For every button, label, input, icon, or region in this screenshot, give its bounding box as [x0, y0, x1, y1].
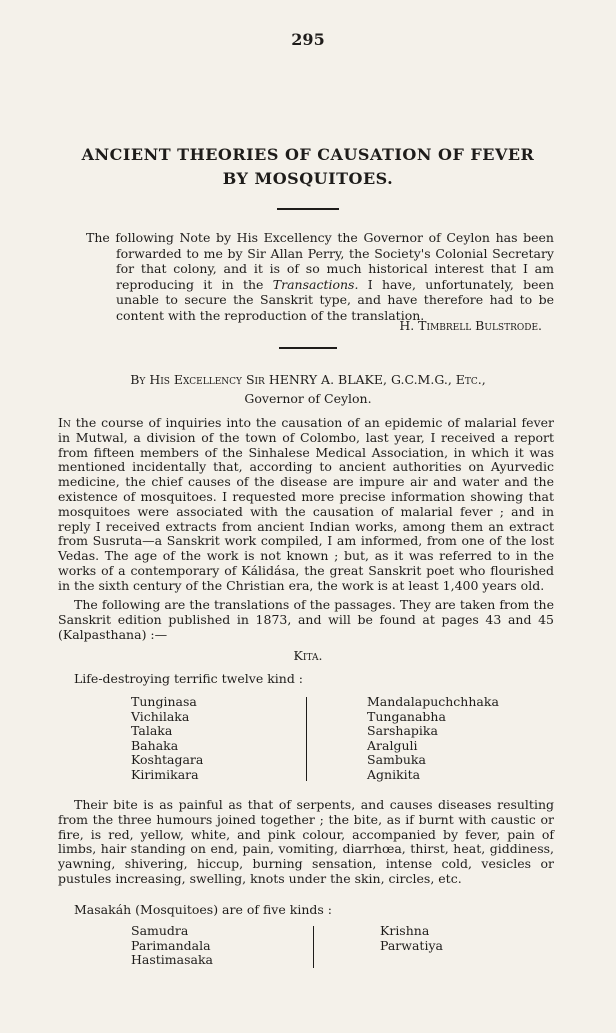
- paragraph-1-text: the course of inquiries into the causation of an epidemic of malarial fever in Mutwal, a division of the town of Colombo, last year, I received a report from fifteen members of the Sinhalese Medical Association, in which it was mentioned incidentally that, according to ancient authorities on Ayurvedic medicine, the chief causes of the disease are impure air and water and the existence of mosquitoes. I requested more precise information showing that mosquitoes were associated with the causation of malarial fever ; and in reply I received extracts from ancient Indian works, among them an extract from Susruta—a Sanskrit work compiled, I am informed, from one of the lost Vedas. The age of the work is not known ; but, as it was referred to in the works of a contemporary of Kálidása, the great Sanskrit poet who flourished in the sixth century of the Christian era, the work is at least 1,400 years old.: [58, 415, 554, 593]
- list-item: Koshtagara: [131, 752, 204, 767]
- byline-by: By His Excellency Sir: [130, 372, 265, 387]
- section-divider-1: [277, 208, 339, 210]
- kita-list-left: [131, 695, 203, 782]
- author-honours: G.C.M.G., Etc.,: [390, 372, 486, 387]
- note-text-start: The following Note by His Excellency the Governor of Ceylon has been forwarded to me by Sir Allan Perry, the Society's Colonial Secretary for that colony, and it is of so much historical interest that I am reproducing it in the: [86, 230, 554, 292]
- list-item: Samudra: [131, 923, 189, 938]
- list-item: Hastimasaka: [131, 952, 213, 967]
- kita-heading: Kita.: [293, 648, 323, 663]
- editor-note-text: [86, 230, 554, 323]
- list-item: Vichilaka: [131, 708, 190, 724]
- list-item: Talaka: [131, 723, 173, 738]
- masaka-list-left: [131, 924, 213, 968]
- list-item: Bahaka: [131, 737, 179, 753]
- note-italic-transactions: Transactions.: [272, 276, 359, 292]
- list-item: Sambuka: [367, 752, 426, 767]
- kita-intro: Life-destroying terrific twelve kind :: [74, 671, 304, 686]
- title-line-1: ANCIENT THEORIES OF CAUSATION OF FEVER: [81, 145, 535, 164]
- kita-list-right: [367, 695, 499, 782]
- editor-signature: H. Timbrell Bulstrode.: [399, 318, 542, 333]
- author-byline: [60, 370, 556, 408]
- list-item: Parimandala: [131, 937, 211, 953]
- list-item: Sarshapika: [367, 723, 438, 738]
- paragraph-1-lead: In: [58, 415, 71, 430]
- list-item: Mandalapuchchhaka: [367, 694, 499, 709]
- list-item: Kirimikara: [131, 766, 199, 782]
- paragraph-1: [58, 416, 554, 594]
- paragraph-2: The following are the translations of the passages. They are taken from the Sanskrit edition published in 1873, and will be found at pages 43 and 45 (Kalpasthana) :—: [58, 597, 554, 642]
- kita-column-divider: [306, 697, 307, 781]
- byline-line-1: [60, 370, 556, 389]
- author-name: HENRY A. BLAKE,: [268, 372, 387, 387]
- editor-note: [86, 230, 554, 323]
- title-line-2: BY MOSQUITOES.: [222, 169, 394, 188]
- list-item: Agnikita: [367, 766, 421, 782]
- paragraph-3: Their bite is as painful as that of serpents, and causes diseases resulting from the three humours joined together ; the bite, as if burnt with caustic or fire, is red, yellow, white, and pink colour, accompanied by fever, pain of limbs, hair standing on end, pain, vomiting, diarrhœa, thirst, heat, giddiness, yawning, shivering, hiccup, burning sensation, intense cold, vesicles or pustules increasing, swelling, knots under the skin, circles, etc.: [58, 797, 554, 886]
- list-item: Krishna: [380, 923, 430, 938]
- masaka-intro: Masakáh (Mosquitoes) are of five kinds :: [74, 902, 332, 917]
- list-item: Tunginasa: [131, 694, 197, 709]
- masaka-column-divider: [313, 926, 314, 968]
- list-item: Parwatiya: [380, 937, 443, 953]
- article-title: [40, 143, 576, 191]
- list-item: Aralguli: [367, 737, 418, 753]
- page-number: 295: [291, 30, 325, 49]
- author-office: Governor of Ceylon.: [244, 391, 372, 406]
- section-divider-2: [279, 347, 337, 349]
- masaka-list-right: [380, 924, 443, 953]
- note-text-end: I have, unfortunately, been unable to secure the Sanskrit type, and have therefore had to be content with the reproduction of the translation.: [116, 276, 554, 323]
- list-item: Tunganabha: [367, 708, 446, 724]
